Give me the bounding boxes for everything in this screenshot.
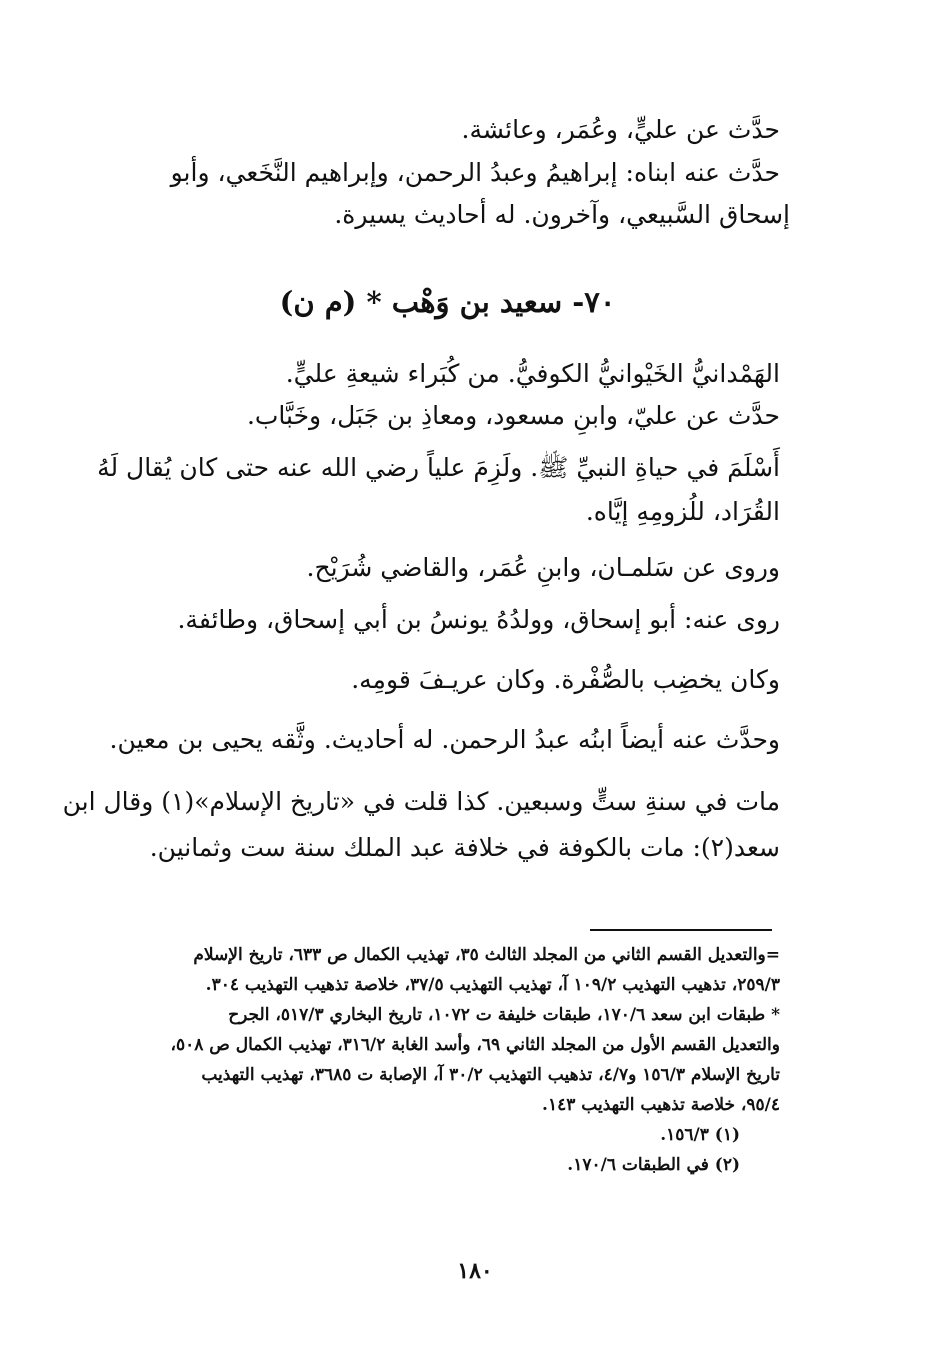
footnote-line: والتعديل القسم الأول من المجلد الثاني ٦٩، وأسد الغابة ٣١٦/٢، تهذيب الكمال ص ٥٠٨، [170,1035,780,1055]
text-line: وحدَّث عنه أيضاً ابنُه عبدُ الرحمن. له أحاديث. وثَّقه يحيى بن معين. [109,725,780,754]
text-line: حدَّث عنه ابناه: إبراهيمُ وعبدُ الرحمن، وإبراهيم النَّخَعي، وأبو [170,158,780,187]
text-line: وروى عن سَلمـان، وابنِ عُمَر، والقاضي شُرَيْح. [306,553,780,582]
entry-heading: ٧٠- سعيد بن وَهْب * (م ن) [279,285,616,319]
footnote-line: ٩٥/٤، خلاصة تذهيب التهذيب ١٤٣. [542,1095,780,1115]
text-line: حدَّث عن عليّ، وابنِ مسعود، ومعاذِ بن جَبَل، وخَبَّاب. [246,401,780,430]
page-number: ١٨٠ [457,1258,493,1284]
footnote-line: تاريخ الإسلام ١٥٦/٣ و٤/٧، تذهيب التهذيب ٣٠/٢ آ، الإصابة ت ٣٦٨٥، تهذيب التهذيب [201,1065,780,1085]
footnote-line: ٢٥٩/٣، تذهيب التهذيب ١٠٩/٢ آ، تهذيب التهذيب ٣٧/٥، خلاصة تذهيب التهذيب ٣٠٤. [205,975,780,995]
text-line: أَسْلَمَ في حياةِ النبيِّ ﷺ. ولَزِمَ علياً رضي الله عنه حتى كان يُقال لَهُ [97,453,780,482]
text-line: سعد(٢): مات بالكوفة في خلافة عبد الملك سنة ست وثمانين. [149,833,780,862]
footnote-line: * طبقات ابن سعد ١٧٠/٦، طبقات خليفة ت ١٠٧٢، تاريخ البخاري ٥١٧/٣، الجرح [228,1005,780,1025]
top-paragraphs [115,108,790,236]
text-line: مات في سنةِ ستٍّ وسبعين. كذا قلت في «تاريخ الإسلام»(١) وقال ابن [62,787,780,816]
footnote-divider [590,929,772,931]
text-line: القُرَاد، للُزومِهِ إيَّاه. [585,497,780,526]
text-line: حدَّث عن عليٍّ، وعُمَر، وعائشة. [461,115,780,144]
footnote-line: (١) ١٥٦/٣. [660,1125,740,1145]
footnote-line: (٢) في الطبقات ١٧٠/٦. [567,1155,740,1175]
footnotes [115,940,780,1180]
text-line: روى عنه: أبو إسحاق، وولدُهُ يونسُ بن أبي إسحاق، وطائفة. [177,605,780,634]
text-line: الهَمْدانيُّ الخَيْوانيُّ الكوفيُّ. من كُبَراء شيعةِ عليٍّ. [285,359,780,388]
entry-body [62,352,780,868]
text-line: وكان يخضِب بالصُّفْرة. وكان عريـفَ قومِه. [351,665,780,694]
footnote-line: =والتعديل القسم الثاني من المجلد الثالث ٣٥، تهذيب الكمال ص ٦٣٣، تاريخ الإسلام [193,945,780,965]
text-line: إسحاق السَّبيعي، وآخرون. له أحاديث يسيرة. [334,200,790,229]
